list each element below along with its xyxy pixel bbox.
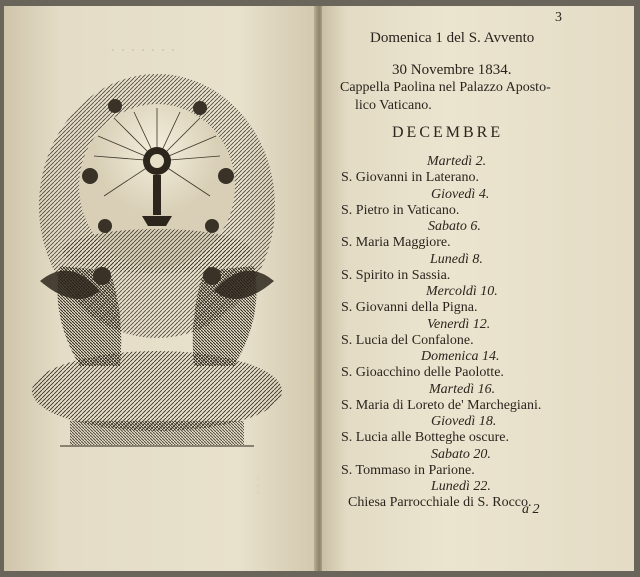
- calendar-day: Venerdì 12.: [427, 316, 491, 332]
- church-name: S. Spirito in Sassia.: [341, 267, 451, 283]
- location-line: Cappella Paolina nel Palazzo Aposto-: [340, 80, 551, 95]
- calendar-day: Lunedì 22.: [431, 479, 491, 494]
- church-name: Chiesa Parrocchiale di S. Rocco.: [348, 495, 532, 510]
- page-number: 3: [555, 10, 562, 25]
- church-name: S. Tommaso in Parione.: [341, 462, 475, 478]
- calendar-day: Giovedì 18.: [431, 414, 497, 429]
- calendar-day: Giovedì 4.: [431, 186, 490, 202]
- church-name: S. Gioacchino delle Paolotte.: [341, 365, 504, 380]
- church-name: S. Maria di Loreto de' Marchegiani.: [341, 397, 542, 413]
- show-through-text: ···: [253, 472, 265, 495]
- church-name: S. Maria Maggiore.: [341, 235, 451, 250]
- date-line-text: 30 Novembre 1834.: [392, 62, 512, 78]
- calendar-day: Domenica 14.: [421, 349, 500, 364]
- signature-mark: a 2: [522, 502, 540, 517]
- page-heading: Domenica 1 del S. Avvento: [370, 30, 535, 46]
- calendar-day: Mercoldì 10.: [426, 284, 498, 299]
- eucharist-adoration-woodcut-icon: [30, 66, 284, 456]
- date-line: [392, 62, 512, 79]
- calendar-day: Martedì 2.: [427, 154, 487, 169]
- church-name: S. Pietro in Vaticano.: [341, 202, 460, 218]
- church-name: S. Lucia del Confalone.: [341, 332, 474, 348]
- location-line: lico Vaticano.: [355, 98, 432, 113]
- church-name: S. Giovanni della Pigna.: [341, 300, 478, 315]
- calendar-day: Lunedì 8.: [430, 251, 483, 267]
- calendar-day: Sabato 6.: [428, 219, 481, 234]
- month-heading: DECEMBRE: [392, 124, 504, 141]
- calendar-day: Martedì 16.: [429, 381, 496, 397]
- church-name: S. Lucia alle Botteghe oscure.: [341, 430, 509, 445]
- calendar-day: Sabato 20.: [431, 446, 491, 462]
- church-name: S. Giovanni in Laterano.: [341, 170, 480, 185]
- show-through-text: ·······: [110, 40, 180, 60]
